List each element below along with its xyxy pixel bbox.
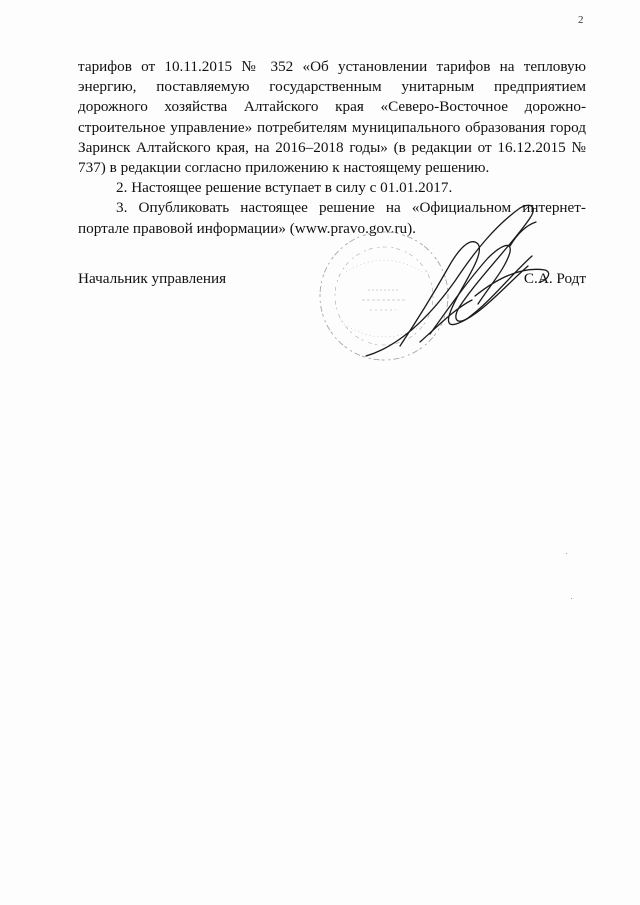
signatory-title: Начальник управления <box>78 270 227 287</box>
paragraph-item-2: 2. Настоящее решение вступает в силу с 01.01.2017. <box>116 179 453 197</box>
signatory-name: С.А. Родт <box>523 270 586 287</box>
page-number: 2 <box>578 14 584 26</box>
signature-block <box>78 270 586 294</box>
paragraph-continuation: тарифов от 10.11.2015 № 352 «Об установлении тарифов на тепловую энергию, поставляемую государственным унитарным предприятием дорожного хозяйства Алтайского края «Северо-Восточное дорожно-строительное управление» потребителям муниципального образования город Заринск Алтайского края, на 2016–2018 годы» (в редакции от 16.12.2015 № 737) в редакции согласно приложению к настоящему решению. <box>78 58 586 177</box>
scan-speck <box>571 598 572 599</box>
scan-speck <box>566 553 567 554</box>
paragraph-item-3: 3. Опубликовать настоящее решение на «Официальном интернет-портале правовой информации» (www.pravo.gov.ru). <box>78 199 586 237</box>
